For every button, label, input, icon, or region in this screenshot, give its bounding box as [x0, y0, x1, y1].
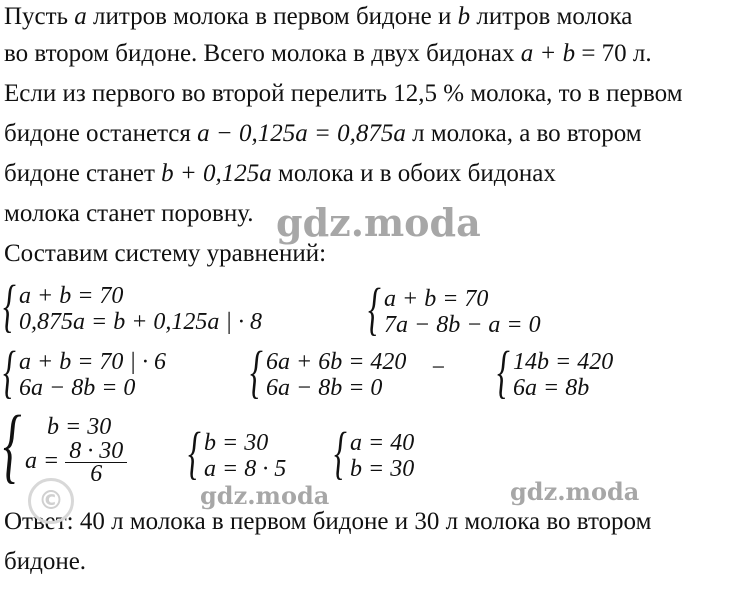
- text-line-3: Если из первого во второй перелить 12,5 % молока, то в первом: [4, 80, 683, 107]
- subtract-operator: −: [430, 355, 447, 381]
- left-brace: {: [3, 399, 22, 492]
- watermark-3: gdz.moda: [510, 477, 640, 506]
- text-line-1: Пусть a литров молока в первом бидоне и b литров молока: [4, 3, 633, 30]
- equation-system-8: { a = 40 b = 30: [334, 420, 415, 485]
- left-brace: {: [334, 420, 347, 485]
- watermark-1: gdz.moda: [276, 200, 481, 245]
- left-brace: {: [368, 276, 381, 341]
- fraction: $\frac{8 \cdot 30}{6}$: [65, 440, 127, 485]
- text-line-5: бидоне станет b + 0,125a молока и в обоих бидонах: [4, 160, 556, 187]
- left-brace: {: [250, 339, 263, 404]
- equation-system-6: { b = 30 a = $\frac{8 \cdot 30}{6}$: [3, 414, 163, 494]
- equation-system-1: { a + b = 70 0,875a = b + 0,125a | · 8: [3, 273, 262, 338]
- left-brace: {: [3, 273, 16, 338]
- answer-line-1: Ответ: 40 л молока в первом бидоне и 30 л молока во втором: [4, 508, 652, 535]
- text-line-7: Составим систему уравнений:: [4, 240, 327, 267]
- text-line-6: молока станет поровну.: [4, 200, 254, 227]
- answer-line-2: бидоне.: [4, 548, 87, 575]
- equation-system-7: { b = 30 a = 8 · 5: [188, 420, 287, 485]
- text-line-2: во втором бидоне. Всего молока в двух бидонах a + b = 70 л.: [4, 40, 652, 67]
- left-brace: {: [3, 339, 16, 404]
- left-brace: {: [497, 339, 510, 404]
- left-brace: {: [188, 420, 201, 485]
- watermark-2: gdz.moda: [200, 481, 330, 510]
- equation-system-5: { 14b = 420 6a = 8b: [497, 339, 614, 404]
- equation-system-2: { a + b = 70 7a − 8b − a = 0: [368, 276, 541, 341]
- equation-system-3: { a + b = 70 | · 6 6a − 8b = 0: [3, 339, 166, 404]
- equation-system-4: { 6a + 6b = 420 6a − 8b = 0 −: [250, 339, 447, 404]
- copyright-watermark-icon: ©: [28, 478, 74, 524]
- text-line-4: бидоне останется a − 0,125a = 0,875a л молока, а во втором: [4, 120, 642, 147]
